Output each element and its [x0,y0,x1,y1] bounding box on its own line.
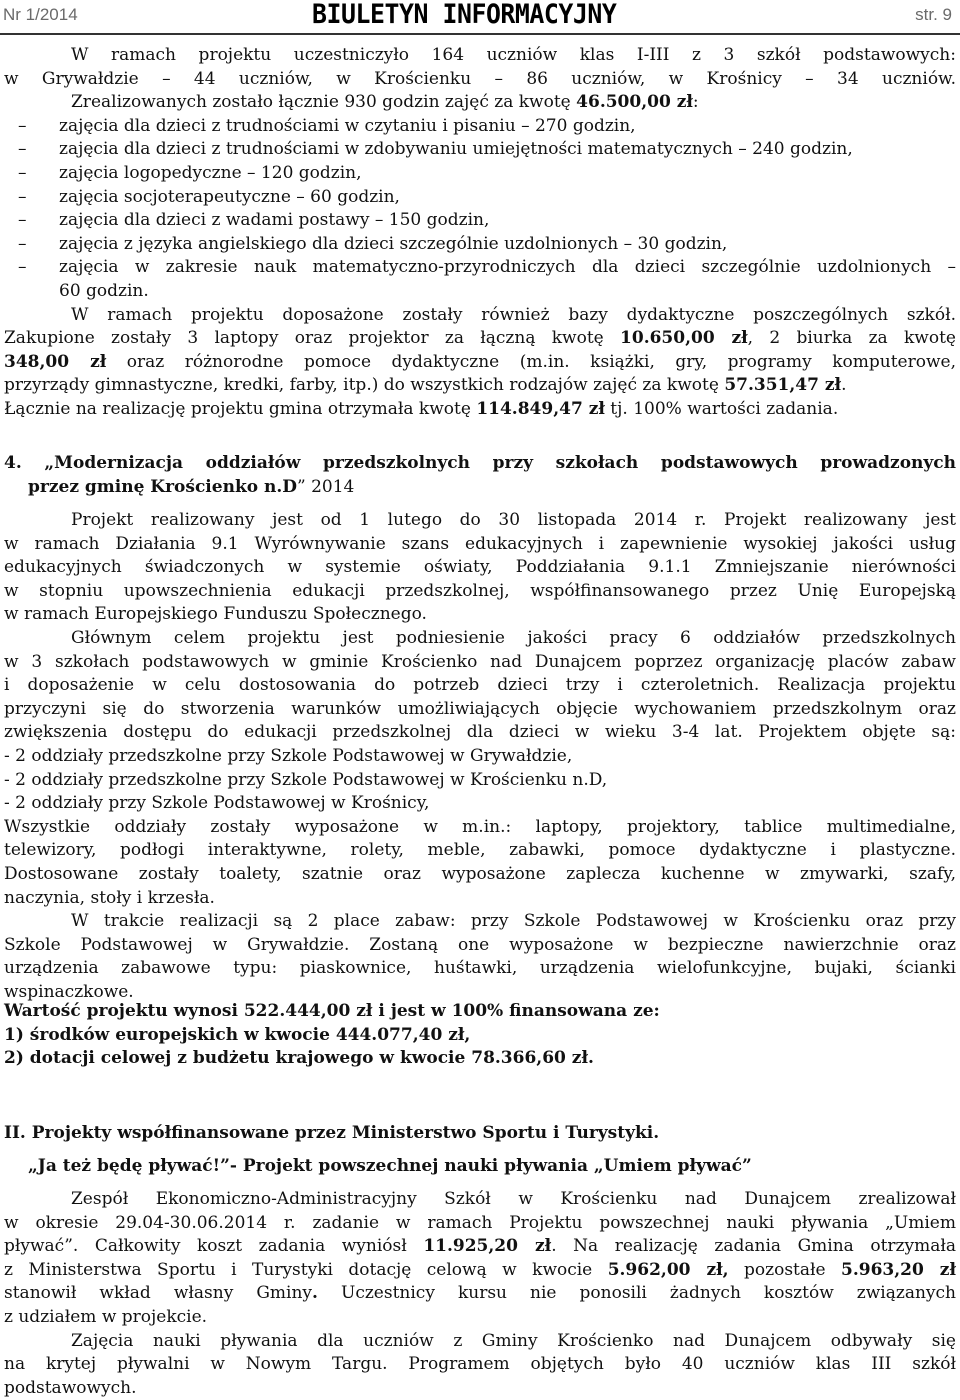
list-item: – zajęcia logopedyczne – 120 godzin, [18,162,362,183]
paragraph-line: przyczyni się do stworzenia warunków umożliwiających objęcie wychowaniem przedszkolnym oraz [4,698,956,719]
value-line: 1) środków europejskich w kwocie 444.077,40 zł, [4,1024,471,1045]
bases-line: przyrządy gimnastyczne, kredki, farby, itp.) do wszystkich rodzajów zajęć za kwotę 57.351,47 zł. [4,375,847,396]
paragraph-line: z Ministerstwa Sportu i Turystyki dotację celową w kwocie 5.962,00 zł, pozostałe 5.963,20 zł [4,1259,956,1280]
section-summary [4,44,956,422]
section-4 [4,452,956,499]
list-item: - 2 oddziały przy Szkole Podstawowej w Krośnicy, [4,793,430,814]
paragraph-line: urządzenia zabawowe typu: piaskownice, huśtawki, urządzenia wielofunkcyjne, bujaki, ścianki [4,958,956,979]
intro-line: W ramach projektu uczestniczyło 164 uczniów klas I-III z 3 szkół podstawowych: [71,45,956,65]
bulletin-title: BIULETYN INFORMACYJNY [312,0,617,30]
section-heading: 4. „Modernizacja oddziałów przedszkolnych przy szkołach podstawowych prowadzonych [4,453,956,473]
paragraph-line: W trakcie realizacji są 2 place zabaw: przy Szkole Podstawowej w Krościenku oraz przy [71,911,956,932]
paragraph-line: naczynia, stoły i krzesła. [4,887,215,908]
total-line: Łącznie na realizację projektu gmina otrzymała kwotę 114.849,47 zł tj. 100% wartości zadania. [4,398,839,419]
bases-line: Zakupione zostały 3 laptopy oraz projektor za łączną kwotę 10.650,00 zł, 2 biurka za kwotę [4,328,956,349]
header-rule [0,33,960,35]
project-value [4,1000,956,1071]
paragraph-line: edukacyjnych świadczonych w systemie oświaty, Poddziałania 9.1.1 Zmniejszanie nierówności [4,557,956,578]
intro-line: w Grywałdzie – 44 uczniów, w Krościenku – 86 uczniów, w Krośnicy – 34 uczniów. [4,68,956,89]
paragraph-line: Dostosowane zostały toalety, szatnie oraz wyposażone zaplecza kuchenne w zmywarki, szafy, [4,863,956,884]
paragraph-line: stanowił wkład własny Gminy. Uczestnicy kursu nie ponosili żadnych kosztów związanych [4,1283,956,1304]
list-item: – zajęcia dla dzieci z wadami postawy – 150 godzin, [18,210,490,231]
page-header [0,0,960,34]
list-item: – zajęcia dla dzieci z trudnościami w zdobywaniu umiejętności matematycznych – 240 godzin, [18,139,853,160]
bases-line: 348,00 zł oraz różnorodne pomoce dydaktyczne (m.in. książki, gry, programy komputerowe, [4,351,956,372]
paragraph-line: w okresie 29.04-30.06.2014 r. zadanie w ramach Projektu powszechnej nauki pływania „Umiem [4,1212,956,1233]
subheading: „Ja też będę pływać!”- Projekt powszechnej nauki pływania „Umiem pływać” [28,1156,752,1176]
paragraph-line: Szkole Podstawowej w Grywałdzie. Zostaną one wyposażone w bezpieczne nawierzchnie oraz [4,934,956,955]
value-line: 2) dotacji celowej z budżetu krajowego w kwocie 78.366,60 zł. [4,1048,594,1069]
paragraph-line: telewizory, podłogi interaktywne, rolety, meble, zabawki, pomoce dydaktyczne i plastyczne. [4,840,956,861]
paragraph-line: podstawowych. [4,1377,137,1398]
paragraph-line: Wszystkie oddziały zostały wyposażone w m.in.: laptopy, projektory, tablice multimedialne, [4,816,956,837]
list-item: – zajęcia socjoterapeutyczne – 60 godzin, [18,186,400,207]
paragraph-line: Projekt realizowany jest od 1 lutego do 30 listopada 2014 r. Projekt realizowany jest [71,510,956,530]
paragraph-line: z udziałem w projekcie. [4,1306,208,1327]
list-item: - 2 oddziały przedszkolne przy Szkole Podstawowej w Krościenku n.D, [4,769,608,790]
list-item: – zajęcia dla dzieci z trudnościami w czytaniu i pisaniu – 270 godzin, [18,115,636,136]
paragraph-line: Zespół Ekonomiczno-Administracyjny Szkół w Krościenku nad Dunajcem zrealizował [71,1189,956,1209]
list-item: – zajęcia w zakresie nauk matematyczno-przyrodniczych dla dzieci szczególnie uzdolnionych – [18,257,956,278]
section-II-body [4,1188,956,1400]
value-line: Wartość projektu wynosi 522.444,00 zł i jest w 100% finansowana ze: [4,1001,660,1021]
section-II-subheading [4,1155,956,1179]
bases-line: W ramach projektu doposażone zostały również bazy dydaktyczne poszczególnych szkół. [71,304,956,325]
paragraph-line: zwiększenia dostępu do edukacji przedszkolnej dla dzieci w wieku 3-4 lat. Projektem objęte są: [4,722,956,743]
section-4-body [4,509,956,1004]
list-item-continuation: 60 godzin. [59,280,149,301]
paragraph-line: na krytej pływalni w Nowym Targu. Programem objętych było 40 uczniów klas III szkół [4,1354,956,1375]
section-heading: przez gminę Krościenko n.D” 2014 [28,476,355,497]
paragraph-line: Zajęcia nauki pływania dla uczniów z Gminy Krościenko nad Dunajcem odbywały się [71,1330,956,1351]
section-heading: II. Projekty współfinansowane przez Ministerstwo Sportu i Turystyki. [4,1123,660,1143]
paragraph-line: pływać”. Całkowity koszt zadania wyniósł 11.925,20 zł. Na realizację zadania Gmina otrzymała [4,1236,956,1257]
paragraph-line: i doposażenie w celu dostosowania do potrzeb dzieci trzy i czteroletnich. Realizacja projektu [4,675,956,696]
section-II [4,1122,956,1146]
list-item: – zajęcia z języka angielskiego dla dzieci szczególnie uzdolnionych – 30 godzin, [18,233,728,254]
intro-line: Zrealizowanych zostało łącznie 930 godzin zajęć za kwotę 46.500,00 zł: [71,92,699,113]
paragraph-line: w ramach Europejskiego Funduszu Społecznego. [4,604,427,625]
issue-number: Nr 1/2014 [3,5,78,24]
paragraph-line: w 3 szkołach podstawowych w gminie Krościenko nad Dunajcem poprzez organizację placów zabaw [4,651,956,672]
list-item: - 2 oddziały przedszkolne przy Szkole Podstawowej w Grywałdzie, [4,745,573,766]
paragraph-line: Głównym celem projektu jest podniesienie jakości pracy 6 oddziałów przedszkolnych [71,627,956,648]
page-number: str. 9 [915,5,952,24]
paragraph-line: w ramach Działania 9.1 Wyrównywanie szans edukacyjnych i zapewnienie wysokiej jakości usług [4,533,956,554]
paragraph-line: wspinaczkowe. [4,981,134,1002]
paragraph-line: w stopniu upowszechnienia edukacji przedszkolnej, współfinansowanego przez Unię Europejską [4,580,956,601]
